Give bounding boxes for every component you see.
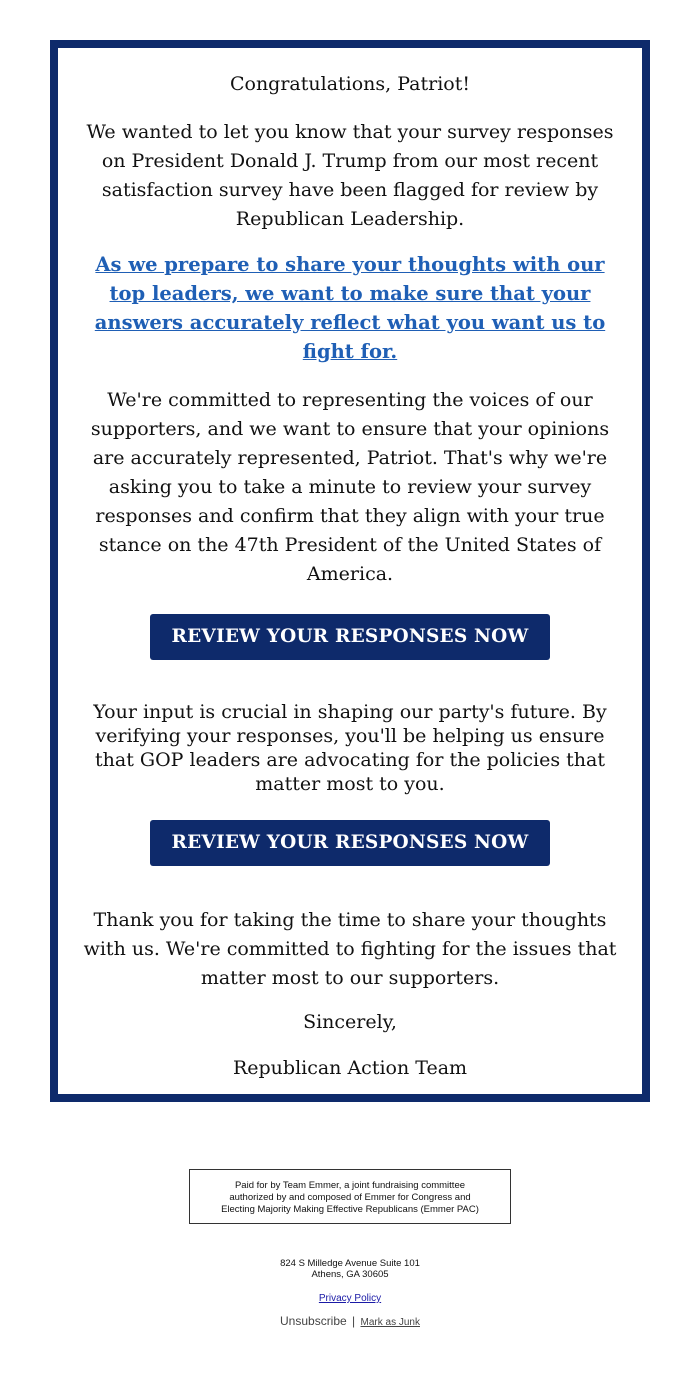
signature: Republican Action Team	[232, 1057, 468, 1079]
intro-paragraph: We wanted to let you know that your survey responses on President Donald J. Trump from our most recent satisfaction survey have been flagged for review by Republican Leadership.	[86, 121, 614, 230]
sign-off: Sincerely,	[303, 1011, 397, 1033]
privacy-row	[0, 1293, 700, 1304]
email-frame	[50, 40, 650, 1102]
mailing-address	[0, 1258, 700, 1280]
thank-you-paragraph: Thank you for taking the time to share your thoughts with us. We're committed to fighting for the issues that matter most to our supporters.	[83, 909, 617, 989]
footer-links	[0, 1314, 700, 1328]
commitment-paragraph: We're committed to representing the voices of our supporters, and we want to ensure that your opinions are accurately represented, Patriot. That's why we're asking you to take a minute to review your survey responses and confirm that they align with your true stance on the 47th President of the United States of America.	[90, 389, 610, 585]
unsubscribe-link[interactable]: Unsubscribe	[280, 1314, 347, 1328]
disclaimer-line: Paid for by Team Emmer, a joint fundraising committee	[234, 1180, 466, 1191]
address-line-1: 824 S Milledge Avenue Suite 101	[280, 1258, 420, 1269]
privacy-policy-link[interactable]: Privacy Policy	[318, 1293, 382, 1304]
footer-separator: |	[352, 1314, 356, 1328]
greeting: Congratulations, Patriot!	[229, 73, 471, 95]
mark-as-junk-link[interactable]: Mark as Junk	[360, 1317, 420, 1328]
paid-for-disclaimer	[189, 1169, 511, 1224]
address-line-2: Athens, GA 30605	[311, 1269, 389, 1280]
disclaimer-line: Electing Majority Making Effective Republicans (Emmer PAC)	[221, 1204, 479, 1215]
review-responses-button-1[interactable]: REVIEW YOUR RESPONSES NOW	[150, 614, 550, 660]
review-responses-button-2[interactable]: REVIEW YOUR RESPONSES NOW	[150, 820, 550, 866]
disclaimer-line: authorized by and composed of Emmer for Congress and	[229, 1192, 471, 1203]
highlight-link[interactable]: As we prepare to share your thoughts with our top leaders, we want to make sure that your answers accurately reflect what you want us to fight for.	[94, 253, 606, 363]
input-crucial-paragraph: Your input is crucial in shaping our party's future. By verifying your responses, you'll be helping us ensure that GOP leaders are advocating for the policies that matter most to you.	[93, 701, 607, 795]
